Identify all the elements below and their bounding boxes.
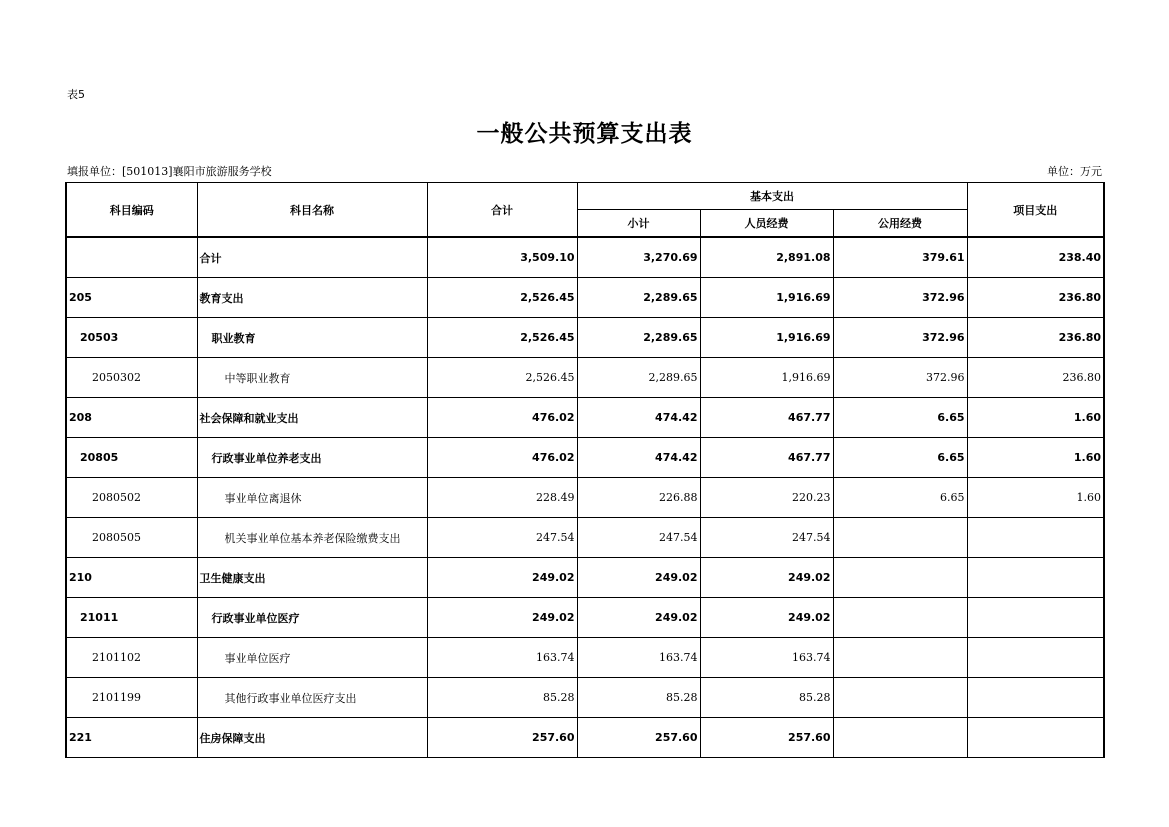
cell-personnel: 85.28 (700, 678, 833, 718)
cell-code: 21011 (66, 598, 197, 638)
cell-personnel: 220.23 (700, 478, 833, 518)
cell-subtotal: 257.60 (577, 718, 700, 758)
cell-project: 236.80 (967, 278, 1104, 318)
cell-total: 247.54 (427, 518, 577, 558)
cell-total: 85.28 (427, 678, 577, 718)
table-row (66, 278, 1104, 318)
cell-project: 238.40 (967, 237, 1104, 278)
col-header-basic-group: 基本支出 (577, 183, 967, 210)
table-row (66, 638, 1104, 678)
cell-name: 住房保障支出 (197, 718, 427, 758)
cell-project: 1.60 (967, 398, 1104, 438)
cell-subtotal: 249.02 (577, 598, 700, 638)
cell-code (66, 237, 197, 278)
cell-total: 249.02 (427, 598, 577, 638)
cell-personnel: 2,891.08 (700, 237, 833, 278)
col-header-code: 科目编码 (66, 183, 197, 238)
cell-name: 行政事业单位养老支出 (197, 438, 427, 478)
cell-subtotal: 2,289.65 (577, 318, 700, 358)
cell-code: 20805 (66, 438, 197, 478)
currency-unit: 单位：万元 (1047, 165, 1102, 178)
table-header (66, 183, 1104, 238)
cell-public (833, 718, 967, 758)
table-body (66, 237, 1104, 758)
col-header-public: 公用经费 (833, 210, 967, 238)
cell-personnel: 257.60 (700, 718, 833, 758)
cell-project (967, 518, 1104, 558)
cell-total: 257.60 (427, 718, 577, 758)
cell-project (967, 718, 1104, 758)
cell-code: 2050302 (66, 358, 197, 398)
cell-subtotal: 2,289.65 (577, 278, 700, 318)
cell-subtotal: 247.54 (577, 518, 700, 558)
cell-project: 1.60 (967, 478, 1104, 518)
cell-total: 163.74 (427, 638, 577, 678)
cell-subtotal: 85.28 (577, 678, 700, 718)
cell-subtotal: 226.88 (577, 478, 700, 518)
col-header-personnel: 人员经费 (700, 210, 833, 238)
table-row (66, 398, 1104, 438)
cell-name: 卫生健康支出 (197, 558, 427, 598)
cell-subtotal: 3,270.69 (577, 237, 700, 278)
cell-personnel: 1,916.69 (700, 278, 833, 318)
cell-personnel: 249.02 (700, 558, 833, 598)
cell-name: 中等职业教育 (197, 358, 427, 398)
cell-public (833, 678, 967, 718)
cell-code: 2101199 (66, 678, 197, 718)
cell-subtotal: 474.42 (577, 398, 700, 438)
cell-personnel: 1,916.69 (700, 318, 833, 358)
table-row (66, 518, 1104, 558)
cell-personnel: 467.77 (700, 398, 833, 438)
col-header-total: 合计 (427, 183, 577, 238)
cell-project (967, 678, 1104, 718)
cell-total: 476.02 (427, 438, 577, 478)
cell-public (833, 518, 967, 558)
cell-code: 2080505 (66, 518, 197, 558)
cell-name: 行政事业单位医疗 (197, 598, 427, 638)
cell-project: 236.80 (967, 358, 1104, 398)
cell-total: 249.02 (427, 558, 577, 598)
cell-project: 236.80 (967, 318, 1104, 358)
cell-public (833, 638, 967, 678)
cell-public: 6.65 (833, 398, 967, 438)
cell-name: 职业教育 (197, 318, 427, 358)
cell-public: 372.96 (833, 318, 967, 358)
cell-total: 2,526.45 (427, 318, 577, 358)
cell-total: 3,509.10 (427, 237, 577, 278)
cell-project: 1.60 (967, 438, 1104, 478)
cell-name: 其他行政事业单位医疗支出 (197, 678, 427, 718)
cell-name: 教育支出 (197, 278, 427, 318)
cell-code: 210 (66, 558, 197, 598)
cell-code: 208 (66, 398, 197, 438)
table-row (66, 438, 1104, 478)
table-row (66, 678, 1104, 718)
cell-personnel: 249.02 (700, 598, 833, 638)
table-number-label: 表5 (67, 88, 85, 101)
cell-total: 2,526.45 (427, 278, 577, 318)
cell-name: 社会保障和就业支出 (197, 398, 427, 438)
cell-subtotal: 474.42 (577, 438, 700, 478)
table-row (66, 237, 1104, 278)
cell-personnel: 467.77 (700, 438, 833, 478)
cell-name: 事业单位医疗 (197, 638, 427, 678)
cell-project (967, 638, 1104, 678)
table-row (66, 598, 1104, 638)
cell-public (833, 598, 967, 638)
cell-code: 205 (66, 278, 197, 318)
budget-table (65, 182, 1105, 758)
cell-total: 228.49 (427, 478, 577, 518)
page-title: 一般公共预算支出表 (476, 121, 693, 147)
cell-project (967, 598, 1104, 638)
cell-subtotal: 163.74 (577, 638, 700, 678)
cell-code: 20503 (66, 318, 197, 358)
cell-name: 合计 (197, 237, 427, 278)
cell-code: 2101102 (66, 638, 197, 678)
col-header-project: 项目支出 (967, 183, 1104, 238)
col-header-name: 科目名称 (197, 183, 427, 238)
table-row (66, 318, 1104, 358)
cell-name: 机关事业单位基本养老保险缴费支出 (197, 518, 427, 558)
cell-personnel: 1,916.69 (700, 358, 833, 398)
cell-public: 6.65 (833, 438, 967, 478)
cell-personnel: 247.54 (700, 518, 833, 558)
table-row (66, 478, 1104, 518)
reporting-unit: 填报单位：[501013]襄阳市旅游服务学校 (67, 165, 272, 178)
cell-code: 2080502 (66, 478, 197, 518)
cell-total: 2,526.45 (427, 358, 577, 398)
cell-subtotal: 2,289.65 (577, 358, 700, 398)
table-row (66, 358, 1104, 398)
cell-subtotal: 249.02 (577, 558, 700, 598)
cell-public: 372.96 (833, 278, 967, 318)
cell-public: 379.61 (833, 237, 967, 278)
table-row (66, 718, 1104, 758)
cell-code: 221 (66, 718, 197, 758)
cell-public: 6.65 (833, 478, 967, 518)
cell-public: 372.96 (833, 358, 967, 398)
col-header-subtotal: 小计 (577, 210, 700, 238)
cell-name: 事业单位离退休 (197, 478, 427, 518)
table-row (66, 558, 1104, 598)
cell-public (833, 558, 967, 598)
cell-total: 476.02 (427, 398, 577, 438)
cell-project (967, 558, 1104, 598)
cell-personnel: 163.74 (700, 638, 833, 678)
